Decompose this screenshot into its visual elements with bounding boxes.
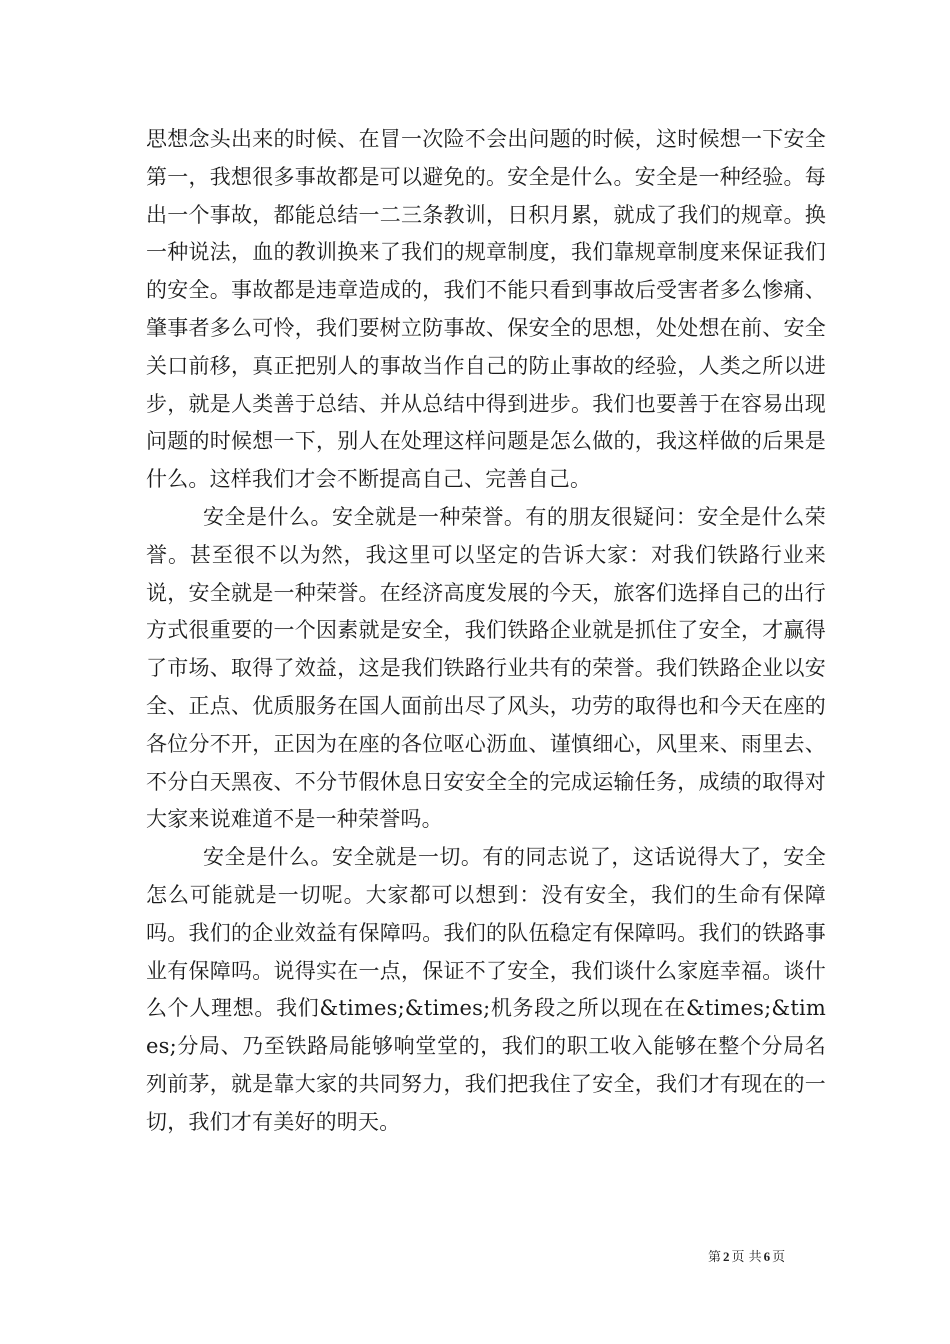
paragraph-1: 思想念头出来的时候、在冒一次险不会出问题的时候，这时候想一下安全第一，我想很多事故都是可以避免的。安全是什么。安全是一种经验。每出一个事故，都能总结一二三条教训，日积月累，就成了我们的规章。换一种说法，血的教训换来了我们的规章制度，我们靠规章制度来保证我们的安全。事故都是违章造成的，我们不能只看到事故后受害者多么惨痛、肇事者多么可怜，我们要树立防事故、保安全的思想，处处想在前、安全关口前移，真正把别人的事故当作自己的防止事故的经验，人类之所以进步，就是人类善于总结、并从总结中得到进步。我们也要善于在容易出现问题的时候想一下，别人在处理这样问题是怎么做的，我这样做的后果是什么。这样我们才会不断提高自己、完善自己。 — [146, 127, 826, 492]
page-footer — [708, 1246, 785, 1265]
footer-current-page: 2 — [723, 1249, 730, 1264]
footer-suffix: 页 — [772, 1250, 786, 1265]
paragraph-2: 安全是什么。安全就是一种荣誉。有的朋友很疑问：安全是什么荣誉。甚至很不以为然，我这里可以坚定的告诉大家：对我们铁路行业来说，安全就是一种荣誉。在经济高度发展的今天，旅客们选择自己的出行方式很重要的一个因素就是安全，我们铁路企业就是抓住了安全，才赢得了市场、取得了效益，这是我们铁路行业共有的荣誉。我们铁路企业以安全、正点、优质服务在国人面前出尽了风头，功劳的取得也和今天在座的各位分不开，正因为在座的各位呕心沥血、谨慎细心，风里来、雨里去、不分白天黑夜、不分节假休息日安安全全的完成运输任务，成绩的取得对大家来说难道不是一种荣誉吗。 — [146, 504, 826, 832]
footer-total-pages: 6 — [763, 1249, 771, 1264]
document-body — [146, 121, 826, 1142]
paragraph-3: 安全是什么。安全就是一切。有的同志说了，这话说得大了，安全怎么可能就是一切呢。大家都可以想到：没有安全，我们的生命有保障吗。我们的企业效益有保障吗。我们的队伍稳定有保障吗。我们的铁路事业有保障吗。说得实在一点，保证不了安全，我们谈什么家庭幸福。谈什么个人理想。我们&times;&times;机务段之所以现在在&times;&times;分局、乃至铁路局能够响堂堂的，我们的职工收入能够在整个分局名列前茅，就是靠大家的共同努力，我们把我住了安全，我们才有现在的一切，我们才有美好的明天。 — [146, 845, 826, 1134]
footer-prefix: 第 — [708, 1250, 722, 1265]
footer-middle: 页 共 — [731, 1250, 762, 1265]
